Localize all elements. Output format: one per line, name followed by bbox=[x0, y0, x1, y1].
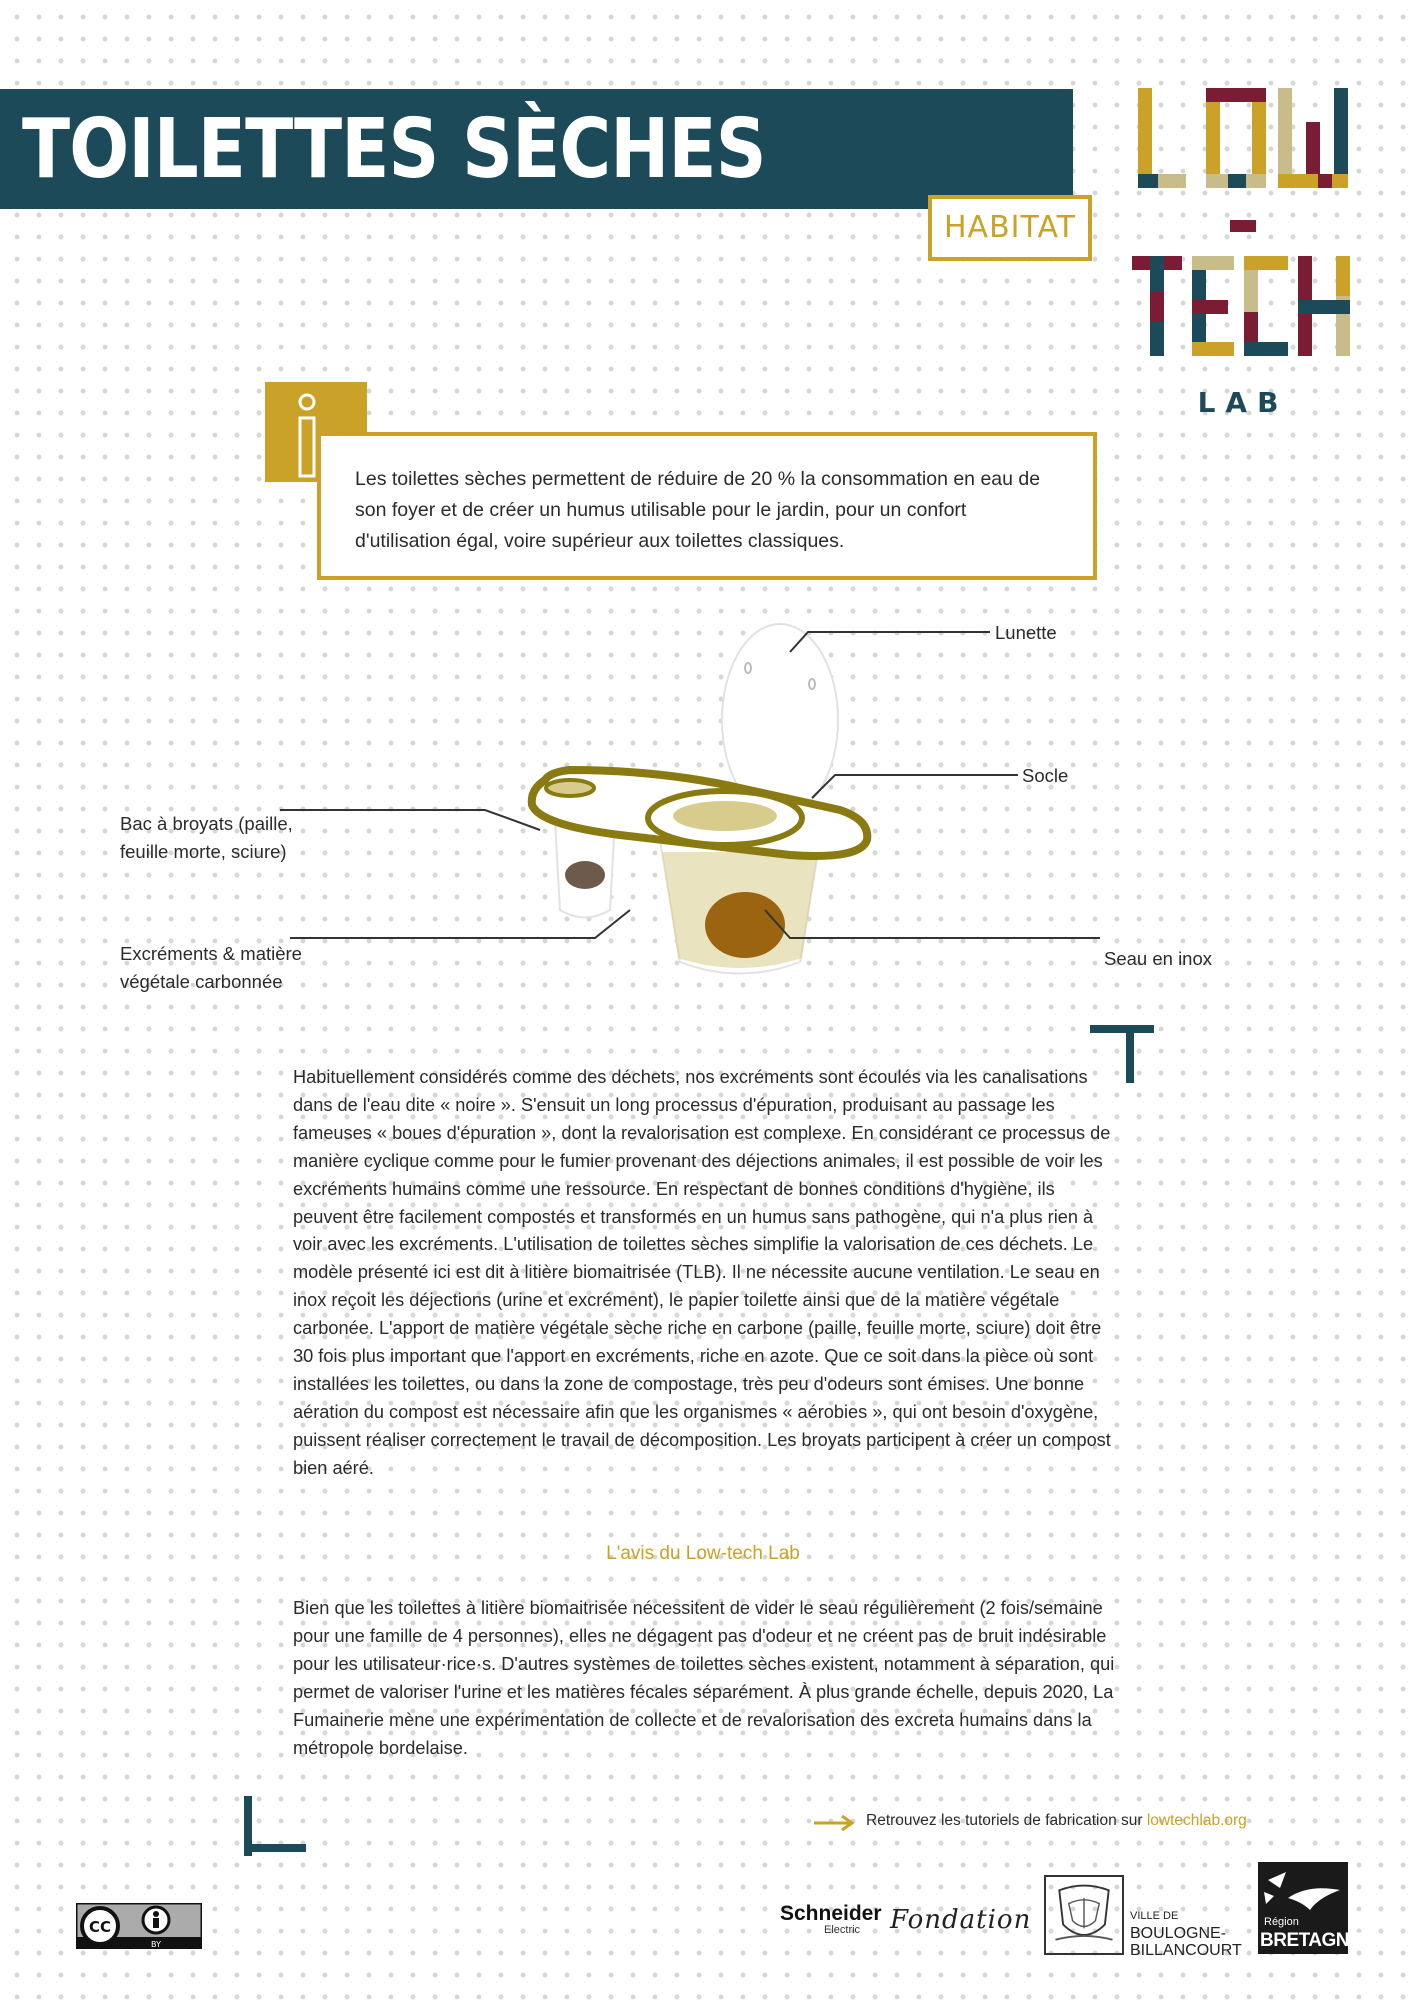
label-excrements-line1: Excréments & matière bbox=[120, 943, 302, 964]
label-socle: Socle bbox=[1022, 765, 1069, 786]
info-box: Les toilettes sèches permettent de réduire de 20 % la consommation en eau de son foyer et de créer un humus utilisable pour le jardin, pour un confort d'utilisation égal, voire supérieur aux toilettes classiques. bbox=[317, 432, 1097, 580]
fondation-logo-text: Fondation bbox=[890, 1905, 1032, 1935]
label-excrements-line2: végétale carbonnée bbox=[120, 971, 283, 992]
corner-mark-bottom bbox=[244, 1796, 314, 1860]
schneider-logo-sub: Electric bbox=[824, 1924, 861, 1936]
toilet-diagram bbox=[100, 620, 1340, 1020]
page-title: TOILETTES SÈCHES bbox=[22, 102, 766, 197]
svg-text:BY: BY bbox=[151, 1940, 161, 1949]
tutorial-prefix: Retrouvez les tutoriels de fabrication sur bbox=[866, 1812, 1147, 1829]
bucket-contents bbox=[705, 892, 785, 958]
small-bin-contents bbox=[565, 861, 605, 889]
boulogne-logo-text: VILLE DE BOULOGNE- BILLANCOURT bbox=[1130, 1910, 1242, 1959]
label-seau: Seau en inox bbox=[1104, 948, 1213, 969]
arrow-right-icon bbox=[812, 1813, 856, 1833]
avis-heading: L'avis du Low-tech Lab bbox=[606, 1543, 800, 1564]
label-lunette: Lunette bbox=[995, 622, 1057, 643]
tutorial-link[interactable]: lowtechlab.org bbox=[1146, 1812, 1247, 1829]
label-bac-line2: feuille morte, sciure) bbox=[120, 841, 287, 862]
svg-text:LAB: LAB bbox=[1197, 386, 1289, 419]
svg-text:CC: CC bbox=[88, 1918, 112, 1936]
category-tag: HABITAT bbox=[928, 195, 1092, 261]
body-paragraph: Habituellement considérés comme des déchets, nos excréments sont écoulés via les canalisations dans de l'eau dite « noire ». S'ensuit un long processus d'épuration, produisant au passage les fameuses « boues d'épuration », dont la revalorisation est complexe. En considérant ce processus de manière cyclique comme pour le fumier provenant des déjections animales, il est possible de voir les excréments humains comme une ressource. En respectant de bonnes conditions d'hygiène, ils peuvent être facilement compostés et transformés en un humus sans pathogène, qui n'a plus rien à voir avec les excréments. L'utilisation de toilettes sèches simplifie la valorisation de ces déchets. Le modèle présenté ici est dit à litière biomaitrisée (TLB). Il ne nécessite aucune ventilation. Le seau en inox reçoit les déjections (urine et excrément), le papier toilette ainsi que de la matière végétale carbonée. L'apport de matière végétale sèche riche en carbone (paille, feuille morte, sciure) doit être 30 fois plus important que l'apport en excréments, riche en azote. Que ce soit dans la pièce où sont installées les toilettes, ou dans la zone de compostage, très peu d'odeurs sont émises. Une bonne aération du compost est nécessaire afin que les organismes « aérobies », qui ont besoin d'oxygène, puissent réaliser correctement le travail de décomposition. Les broyats participent à créer un compost bien aéré. bbox=[293, 1067, 1111, 1478]
tutorial-line bbox=[866, 1812, 1247, 1830]
boulogne-crest-icon bbox=[1044, 1875, 1124, 1955]
cc-by-badge bbox=[76, 1903, 202, 1949]
low-tech-lab-logo bbox=[1128, 82, 1358, 422]
label-bac-line1: Bac à broyats (paille, bbox=[120, 813, 293, 834]
bretagne-logo-text: BRETAGNE bbox=[1260, 1930, 1362, 1951]
avis-paragraph: Bien que les toilettes à litière biomaitrisée nécessitent de vider le seau régulièrement (2 fois/semaine pour une famille de 4 personnes), elles ne dégagent pas d'odeur et ne créent pas de bruit indésirable pour les utilisateur·rice·s. D'autres systèmes de toilettes sèches existent, notamment à séparation, qui permet de valoriser l'urine et les matières fécales séparément. À plus grande échelle, depuis 2020, La Fumainerie mène une expérimentation de collecte et de revalorisation des excreta humains dans la métropole bordelaise. bbox=[293, 1598, 1115, 1758]
bretagne-small-text: Région bbox=[1264, 1916, 1299, 1928]
schneider-logo-text: Schneider bbox=[780, 1902, 882, 1925]
